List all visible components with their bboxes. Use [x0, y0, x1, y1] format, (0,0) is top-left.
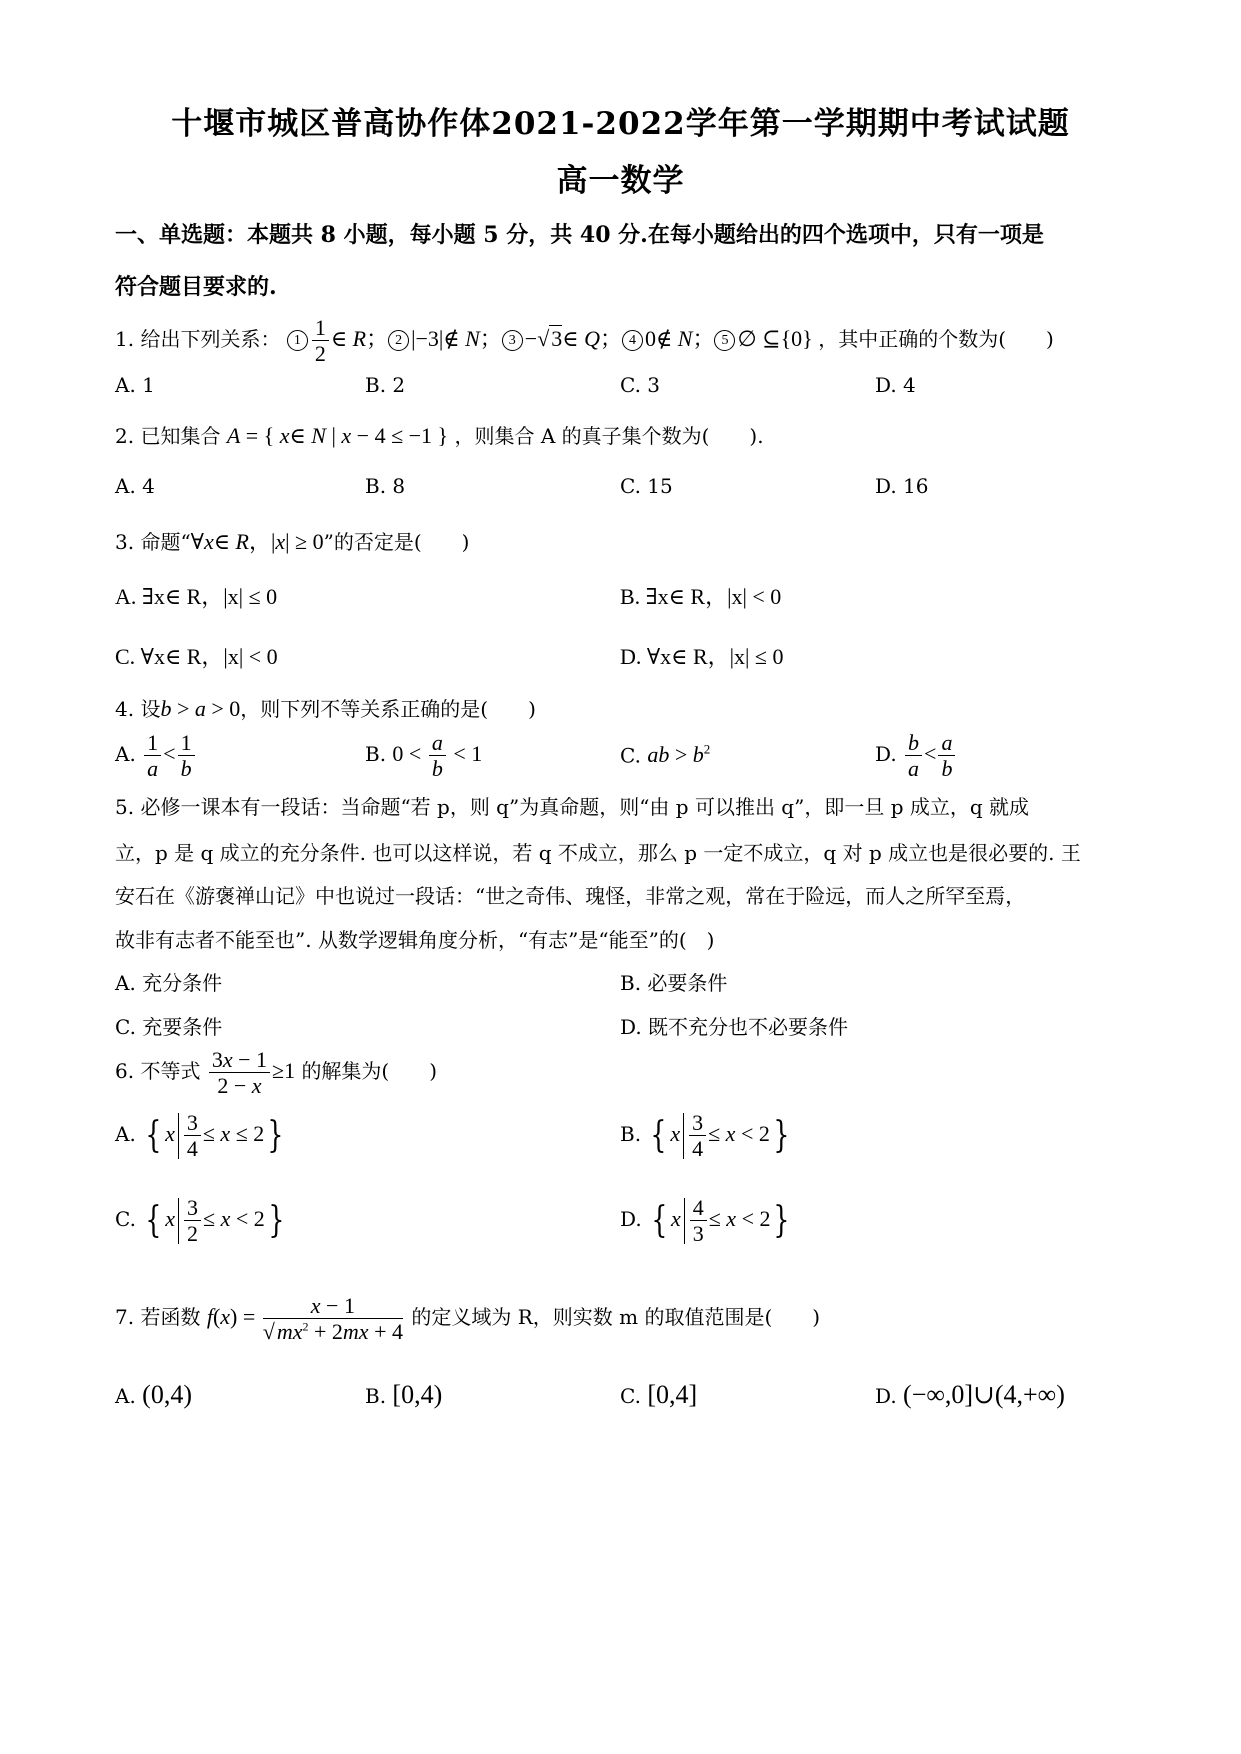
q4-option-c-label: C. — [620, 743, 641, 768]
q6-option-a: A. { x $\frac{3}{4}$ ≤ x ≤ 2} — [115, 1110, 284, 1162]
q1-option-a: A. 1 — [115, 373, 155, 397]
question-3-math: ∀x∈ R，|x| ≥ 0 — [190, 529, 324, 554]
q7-option-d-value: (−∞,0]∪(4,+∞) — [903, 1380, 1065, 1409]
question-7 — [115, 1293, 820, 1345]
question-1-tail: ，其中正确的个数为( ) — [818, 326, 1054, 351]
q4-option-d: D. $\frac{b}{a}$ < $\frac{a}{b}$ — [875, 730, 957, 782]
q7-option-b-label: B. — [365, 1384, 387, 1408]
q3-option-c: C. ∀x∈ R，|x| < 0 — [115, 644, 278, 669]
question-2-tail: ，则集合 A 的真子集个数为( ). — [454, 424, 764, 448]
q6-option-a-label: A. — [115, 1121, 136, 1146]
q6-option-d-label: D. — [620, 1206, 642, 1231]
q7-option-b-value: [0,4) — [392, 1380, 443, 1409]
q6-option-b-label: B. — [620, 1121, 642, 1146]
question-5-line-3: 安石在《游褒禅山记》中也说过一段话：“世之奇伟、瑰怪，非常之观，常在于险远，而人之所罕至焉， — [115, 884, 1026, 908]
section-heading-line1: 一、单选题：本题共 8 小题，每小题 5 分，共 40 分.在每小题给出的四个选项中，只有一项是 — [115, 222, 1044, 248]
question-3 — [115, 525, 469, 556]
q3-option-b: B. ∃x∈ R，|x| < 0 — [620, 584, 782, 609]
question-2 — [115, 420, 764, 449]
question-4-math: b — [160, 696, 172, 721]
q7-option-b — [365, 1380, 442, 1410]
q6-option-d: D. { x $\frac{4}{3}$ ≤ x < 2} — [620, 1195, 790, 1247]
question-5-line-2: 立，p 是 q 成立的充分条件. 也可以这样说，若 q 不成立，那么 p 一定不成立，q 对 p 成立也是很必要的. 王 — [115, 841, 1081, 865]
q2-option-b: B. 8 — [365, 474, 406, 498]
q4-option-a: A. $\frac{1}{a}$ < $\frac{1}{b}$ — [115, 730, 197, 782]
q1-option-b: B. 2 — [365, 373, 406, 397]
exam-subtitle: 高一数学 — [556, 163, 685, 199]
q7-option-c — [620, 1380, 697, 1410]
q6-option-b: B. { x $\frac{3}{4}$ ≤ x < 2} — [620, 1110, 790, 1162]
q4-option-d-label: D. — [875, 741, 897, 766]
question-6-prefix: 6. 不等式 — [115, 1058, 201, 1083]
section-heading-line2: 符合题目要求的. — [115, 274, 277, 300]
question-4: 4. 设b > a > 0，则下列不等关系正确的是( ) — [115, 696, 536, 721]
q4-option-b: B. 0 < $\frac{a}{b}$ < 1 — [365, 730, 483, 782]
q7-option-a — [115, 1380, 192, 1410]
q5-option-c: C. 充要条件 — [115, 1015, 223, 1039]
q5-option-b: B. 必要条件 — [620, 971, 728, 995]
q7-option-d-label: D. — [875, 1384, 897, 1408]
q7-option-c-value: [0,4] — [647, 1380, 698, 1409]
question-1-prefix: 1. 给出下列关系： — [115, 326, 281, 351]
question-3-after: ”的否定是( ) — [323, 530, 470, 554]
exam-title: 十堰市城区普高协作体2021-2022学年第一学期期中考试试题 — [171, 106, 1070, 142]
question-7-math: f(x) = $\frac{x - 1}{√mx^2 + 2mx + 4}$ — [206, 1293, 403, 1345]
q2-option-d: D. 16 — [875, 474, 929, 498]
question-5-line-1: 5. 必修一课本有一段话：当命题“若 p，则 q”为真命题，则“由 p 可以推出 q”，即一旦 p 成立，q 就成 — [115, 795, 1030, 819]
question-6-math: $\frac{3x - 1}{2 - x}$ ≥1 — [207, 1058, 295, 1083]
q7-option-a-label: A. — [115, 1384, 136, 1408]
q7-option-c-label: C. — [620, 1384, 641, 1408]
q3-option-d: D. ∀x∈ R，|x| ≤ 0 — [620, 644, 784, 669]
question-1 — [115, 315, 1054, 367]
q4-option-b-label: B. — [365, 741, 387, 766]
q1-option-d: D. 4 — [875, 373, 916, 397]
question-7-prefix: 7. 若函数 — [115, 1304, 201, 1329]
question-1-math: 1 $\frac{1}{2}$ ∈ R； 2 |−3|∉ N； 3 −√3∈ Q； 4 0∉ N； 5 ∅ ⊆{0} — [287, 326, 818, 351]
question-7-tail: 的定义域为 R，则实数 m 的取值范围是( ) — [411, 1304, 821, 1329]
q3-option-a: A. ∃x∈ R，|x| ≤ 0 — [115, 584, 278, 609]
question-4-prefix: 4. 设 — [115, 697, 161, 721]
question-6-tail: 的解集为( ) — [301, 1058, 438, 1083]
q5-option-a: A. 充分条件 — [115, 971, 223, 995]
q4-option-c: C. ab > $b^2$ — [620, 742, 711, 768]
q6-option-c: C. { x $\frac{3}{2}$ ≤ x < 2} — [115, 1195, 285, 1247]
question-4-tail: ，则下列不等关系正确的是( ) — [240, 697, 536, 721]
question-3-before: 3. 命题“ — [115, 530, 191, 554]
q7-option-d — [875, 1380, 1065, 1410]
question-6 — [115, 1047, 437, 1099]
q6-option-c-label: C. — [115, 1206, 136, 1231]
question-2-prefix: 2. 已知集合 — [115, 424, 221, 448]
question-5-line-4: 故非有志者不能至也”. 从数学逻辑角度分析，“有志”是“能至”的( ) — [115, 928, 715, 952]
q2-option-a: A. 4 — [115, 474, 155, 498]
q5-option-d: D. 既不充分也不必要条件 — [620, 1015, 849, 1039]
question-2-math: A = { x∈ N | x − 4 ≤ −1 } — [226, 423, 449, 448]
q1-option-c: C. 3 — [620, 373, 661, 397]
q7-option-a-value: (0,4) — [142, 1380, 192, 1409]
q2-option-c: C. 15 — [620, 474, 673, 498]
q4-option-a-label: A. — [115, 741, 136, 766]
